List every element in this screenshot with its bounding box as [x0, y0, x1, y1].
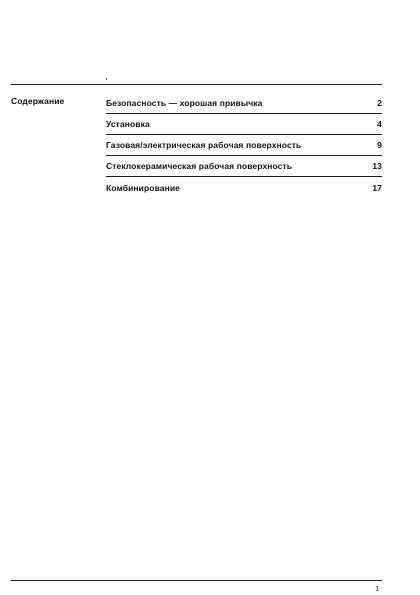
- toc-item-page-number: 17: [372, 182, 382, 193]
- header-tick-mark: [106, 78, 107, 80]
- page-number: 1: [375, 586, 379, 593]
- toc-item-page-number: 9: [377, 140, 382, 150]
- toc-item-installation[interactable]: [106, 114, 382, 135]
- toc-item-ceramic-hob[interactable]: [106, 156, 382, 177]
- toc-item-title: Газовая/электрическая рабочая поверхность: [106, 140, 302, 150]
- toc-item-page-number: 4: [377, 119, 382, 129]
- toc-item-title: Безопасность — хорошая привычка: [106, 98, 263, 108]
- section-title: Содержание: [11, 96, 65, 106]
- toc-item-combination[interactable]: [106, 177, 382, 198]
- table-of-contents: [106, 93, 382, 198]
- toc-item-title: Установка: [106, 119, 150, 129]
- toc-item-page-number: 13: [372, 161, 382, 171]
- toc-item-gas-electric-hob[interactable]: [106, 135, 382, 156]
- toc-item-page-number: 2: [377, 98, 382, 108]
- top-divider: [11, 84, 382, 85]
- bottom-divider: [11, 580, 382, 581]
- toc-item-title: Стеклокерамическая рабочая поверхность: [106, 161, 293, 171]
- toc-item-title: Комбинирование: [106, 182, 180, 193]
- toc-item-safety[interactable]: [106, 93, 382, 114]
